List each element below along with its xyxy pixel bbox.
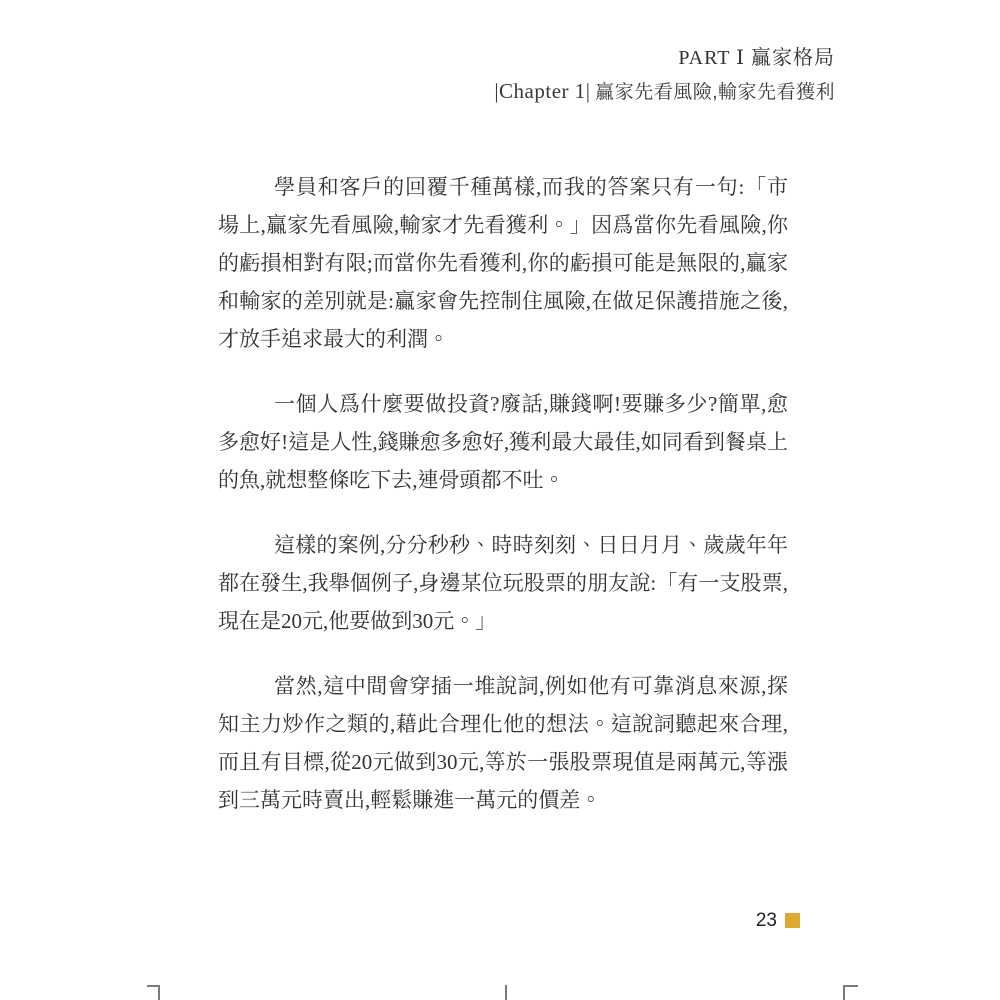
- trim-mark-bottom-left: [147, 985, 160, 1000]
- section-marker-square: [785, 913, 800, 928]
- body-text: [218, 168, 788, 819]
- body-paragraph: 當然,這中間會穿插一堆說詞,例如他有可靠消息來源,探知主力炒作之類的,藉此合理化他的想法。這說詞聽起來合理,而且有目標,從20元做到30元,等於一張股票現值是兩萬元,等漲到三萬元時賣出,輕鬆賺進一萬元的價差。: [218, 674, 788, 812]
- chapter-title: 贏家先看風險,輸家先看獲利: [595, 82, 835, 103]
- part-label: PART Ⅰ 贏家格局: [678, 47, 835, 69]
- body-paragraph: 一個人爲什麼要做投資?廢話,賺錢啊!要賺多少?簡單,愈多愈好!這是人性,錢賺愈多愈好,獲利最大最佳,如同看到餐桌上的魚,就想整條吃下去,連骨頭都不吐。: [218, 392, 788, 492]
- body-paragraph: 學員和客戶的回覆千種萬樣,而我的答案只有一句:「市場上,贏家先看風險,輸家才先看獲利。」因爲當你先看風險,你的虧損相對有限;而當你先看獲利,你的虧損可能是無限的,贏家和輸家的差別就是:贏家會先控制住風險,在做足保護措施之後,才放手追求最大的利潤。: [218, 175, 788, 351]
- page-footer: [756, 911, 800, 930]
- page-number: 23: [755, 910, 777, 931]
- chapter-line: [494, 81, 835, 102]
- trim-mark-bottom-center: [505, 985, 507, 1000]
- chapter-label: |Chapter 1|: [494, 79, 591, 103]
- trim-mark-bottom-right: [843, 985, 858, 1000]
- body-paragraph: 這樣的案例,分分秒秒、時時刻刻、日日月月、歲歲年年都在發生,我舉個例子,身邊某位玩股票的朋友說:「有一支股票,現在是20元,他要做到30元。」: [218, 533, 788, 633]
- running-header: [494, 48, 835, 102]
